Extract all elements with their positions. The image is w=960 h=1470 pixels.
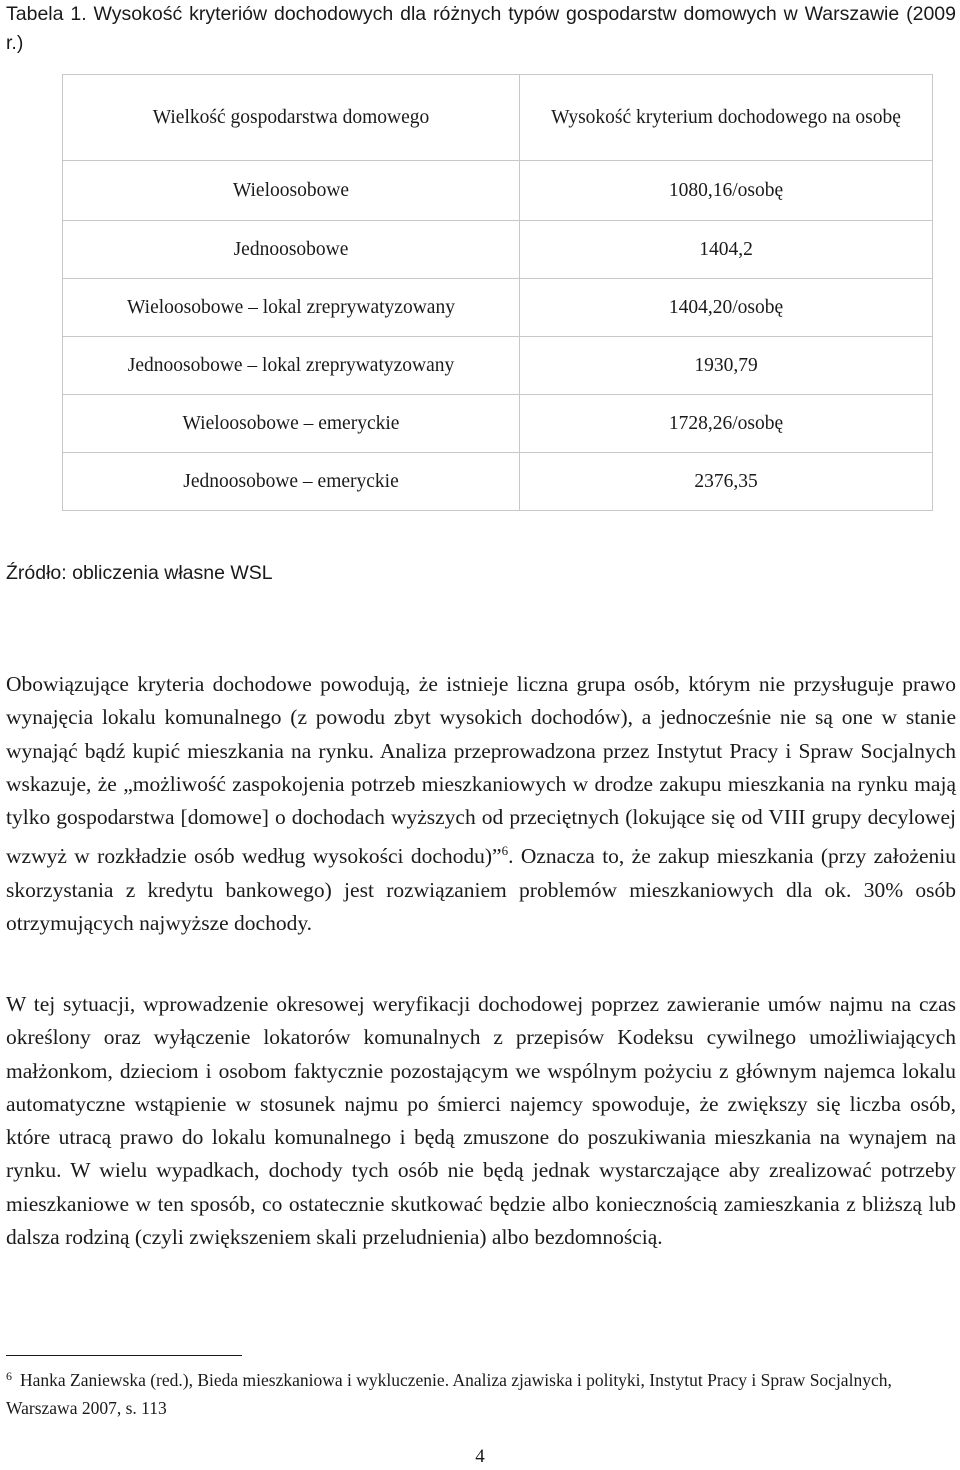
household-type-cell: Jednoosobowe – lokal zreprywatyzowany: [63, 337, 520, 395]
header-household-size: Wielkość gospodarstwa domowego: [63, 75, 520, 161]
paragraph-text: . Oznacza to, że zakup mieszkania (przy założeniu skorzystania z kredytu bankowego) jest rozwiązaniem problemów mieszkaniowych dla ok. 30% osób otrzymujących najwyższe dochody.: [6, 844, 956, 936]
table-row: [63, 453, 933, 511]
income-criteria-table: [62, 74, 933, 511]
page-number: 4: [475, 1446, 485, 1467]
table-row: [63, 279, 933, 337]
household-type-cell: Wieloosobowe – lokal zreprywatyzowany: [63, 279, 520, 337]
household-type-cell: Jednoosobowe – emeryckie: [63, 453, 520, 511]
footnote-number: 6: [6, 1369, 12, 1383]
criterion-value-cell: 2376,35: [520, 453, 933, 511]
table-row: [63, 221, 933, 279]
body-paragraph-2: W tej sytuacji, wprowadzenie okresowej weryfikacji dochodowej poprzez zawieranie umów najmu na czas określony oraz wyłączenie lokatorów komunalnych z przepisów Kodeksu cywilnego umożliwiających małżonkom, dzieciom i osobom faktycznie pozostającym we wspólnym pożyciu z głównym najemca lokalu automatyczne wstąpienie w stosunek najmu po śmierci najemcy spowoduje, że zwiększy się liczba osób, które utracą prawo do lokalu komunalnego i będą zmuszone do poszukiwania mieszkania na wynajem na rynku. W wielu wypadkach, dochody tych osób nie będą jednak wystarczające aby zrealizować potrzeby mieszkaniowe w ten sposób, co ostatecznie skutkować będzie albo koniecznością zamieszkania z bliższą lub dalsza rodziną (czyli zwiększeniem skali przeludnienia) albo bezdomnością.: [6, 992, 956, 1250]
header-income-criterion: Wysokość kryterium dochodowego na osobę: [520, 75, 933, 161]
household-type-cell: Wieloosobowe – emeryckie: [63, 395, 520, 453]
table-caption: Tabela 1. Wysokość kryteriów dochodowych dla różnych typów gospodarstw domowych w Warszawie (2009 r.): [6, 3, 956, 54]
criterion-value-cell: 1404,2: [520, 221, 933, 279]
table-source-note: Źródło: obliczenia własne WSL: [6, 562, 273, 584]
table-header-row: [63, 75, 933, 161]
household-type-cell: Wieloosobowe: [63, 161, 520, 221]
household-type-cell: Jednoosobowe: [63, 221, 520, 279]
criterion-value-cell: 1930,79: [520, 337, 933, 395]
table-row: [63, 337, 933, 395]
table-row: [63, 161, 933, 221]
footnote: [6, 1362, 956, 1422]
footnote-divider: [6, 1355, 242, 1356]
criterion-value-cell: 1728,26/osobę: [520, 395, 933, 453]
footnote-text: Hanka Zaniewska (red.), Bieda mieszkaniowa i wykluczenie. Analiza zjawiska i polityki, Instytut Pracy i Spraw Socjalnych, Warszawa 2007, s. 113: [6, 1370, 892, 1418]
footnote-reference[interactable]: 6: [501, 843, 509, 859]
table-row: [63, 395, 933, 453]
paragraph-text: Obowiązujące kryteria dochodowe powodują, że istnieje liczna grupa osób, którym nie przysługuje prawo wynajęcia lokalu komunalnego (z powodu zbyt wysokich dochodów), a jednocześnie nie są one w stanie wynająć bądź kupić mieszkania na rynku. Analiza przeprowadzona przez Instytut Pracy i Spraw Socjalnych wskazuje, że „możliwość zaspokojenia potrzeb mieszkaniowych w drodze zakupu mieszkania na rynku mają tylko gospodarstwa [domowe] o dochodach wyższych od przeciętnych (lokujące się od VIII grupy decylowej wzwyż w rozkładzie osób według wysokości dochodu)”: [6, 672, 956, 869]
body-paragraph-1: [6, 668, 956, 940]
criterion-value-cell: 1080,16/osobę: [520, 161, 933, 221]
criterion-value-cell: 1404,20/osobę: [520, 279, 933, 337]
